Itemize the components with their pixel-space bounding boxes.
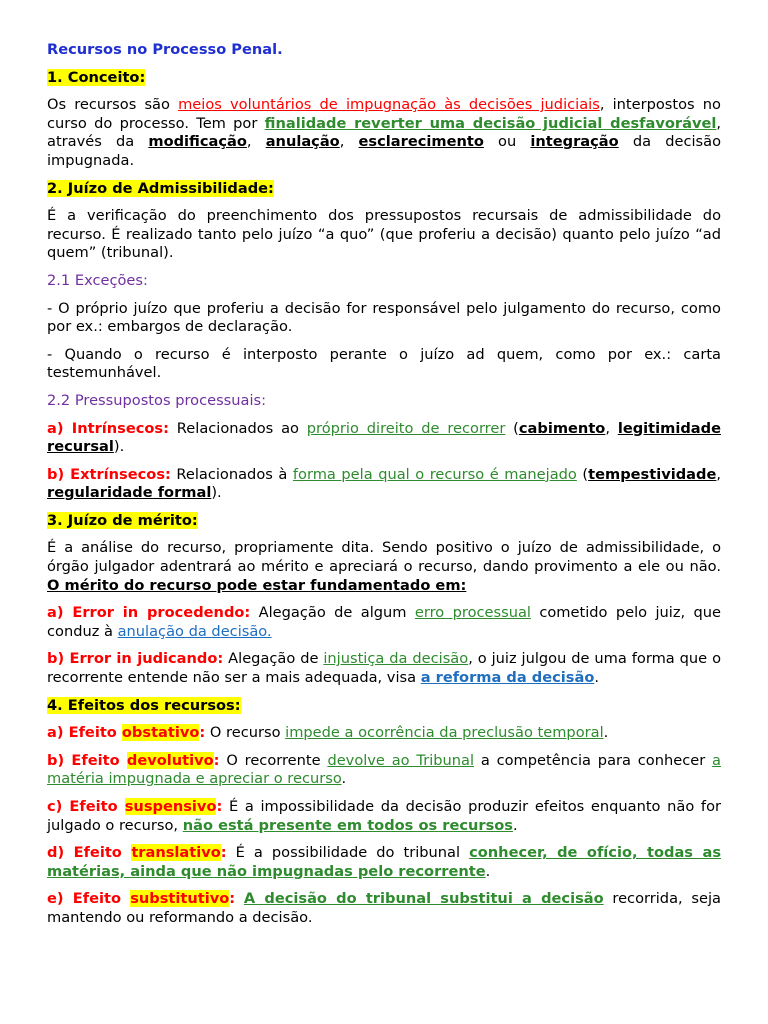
intrinsecos-item: a) Intrínsecos: Relacionados ao próprio direito de recorrer (cabimento, legitimidade recursal).	[47, 419, 721, 456]
section-3-paragraph: É a análise do recurso, propriamente dita. Sendo positivo o juízo de admissibilidade, o órgão julgador adentrará ao mérito e apreciará o recurso, dando provimento a ele ou não. O mérito do recurso pode estar fundamentado em:	[47, 539, 721, 594]
section-2-2-heading: 2.2 Pressupostos processuais:	[47, 391, 267, 409]
exception-1: - O próprio juízo que proferiu a decisão for responsável pelo julgamento do recurso, como por ex.: embargos de declaração.	[47, 299, 721, 336]
extrinsecos-item: b) Extrínsecos: Relacionados à forma pela qual o recurso é manejado (tempestividade, regularidade formal).	[47, 465, 721, 502]
section-2-heading: 2. Juízo de Admissibilidade:	[47, 179, 274, 197]
exception-2: - Quando o recurso é interposto perante o juízo ad quem, como por ex.: carta testemunhável.	[47, 345, 721, 382]
section-4-heading: 4. Efeitos dos recursos:	[47, 696, 241, 714]
error-in-judicando-item: b) Error in judicando: Alegação de injustiça da decisão, o juiz julgou de uma forma que o recorrente entende não ser a mais adequada, visa a reforma da decisão.	[47, 650, 721, 687]
document-body	[47, 41, 721, 937]
section-2-paragraph: É a verificação do preenchimento dos pressupostos recursais de admissibilidade do recurso. É realizado tanto pelo juízo “a quo” (que proferiu a decisão) quanto pelo juízo “ad quem” (tribunal).	[47, 207, 721, 262]
efeito-devolutivo-item: b) Efeito devolutivo: O recorrente devolve ao Tribunal a competência para conhecer a matéria impugnada e apreciar o recurso.	[47, 751, 721, 788]
efeito-translativo-item: d) Efeito translativo: É a possibilidade do tribunal conhecer, de ofício, todas as matérias, ainda que não impugnadas pelo recorrente.	[47, 844, 722, 880]
section-3-heading: 3. Juízo de mérito:	[47, 511, 198, 529]
error-in-procedendo-item: a) Error in procedendo: Alegação de algum erro processual cometido pelo juiz, que conduz à anulação da decisão.	[47, 604, 721, 640]
efeito-suspensivo-item: c) Efeito suspensivo: É a impossibilidade da decisão produzir efeitos enquanto não for julgado o recurso, não está presente em todos os recursos.	[47, 798, 721, 834]
document-title: Recursos no Processo Penal.	[47, 41, 283, 58]
efeito-obstativo-item: a) Efeito obstativo: O recurso impede a ocorrência da preclusão temporal.	[47, 724, 609, 742]
efeito-substitutivo-item: e) Efeito substitutivo: A decisão do tribunal substitui a decisão recorrida, seja mantendo ou reformando a decisão.	[47, 890, 721, 926]
section-2-1-heading: 2.1 Exceções:	[47, 271, 148, 289]
section-1-paragraph: Os recursos são meios voluntários de impugnação às decisões judiciais, interpostos no curso do processo. Tem por finalidade reverter uma decisão judicial desfavorável, através da modificação, anulação, esclarecimento ou integração da decisão impugnada.	[47, 96, 722, 169]
section-1-heading: 1. Conceito:	[47, 68, 146, 86]
